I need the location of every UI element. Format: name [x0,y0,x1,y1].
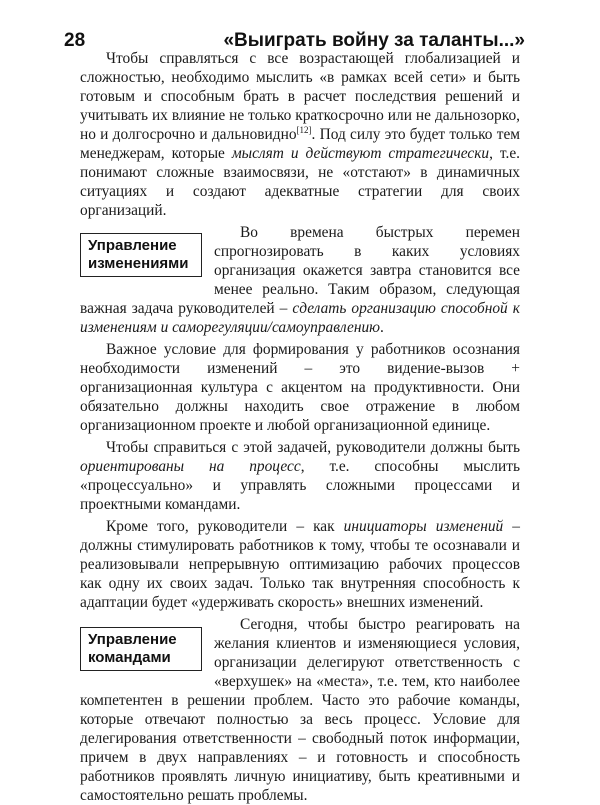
paragraph-change [80,223,520,337]
margin-note-line: Управление [88,631,177,648]
paragraph-text: . Под силу это будет только тем менеджерам, которые [80,126,521,162]
margin-note-line: изменениями [88,255,189,272]
emphasis-text: инициаторы изменений [343,518,504,535]
paragraph-text: Кроме того, руководители – как [106,518,344,535]
page-body [80,49,520,805]
paragraph-text: Во времена быстрых перемен спрогнозировать в каких условиях организация окажется завтра становится все менее реально. Таким образом, следующая важная задача руководителей – [80,224,520,317]
paragraph-process [80,438,520,514]
margin-note-line: командами [88,649,171,666]
emphasis-text: сделать организацию способной к изменениям и саморегуляции/самоуправлению [80,300,520,336]
running-title: «Выиграть войну за таланты...» [223,30,525,51]
page-number: 28 [64,30,86,51]
emphasis-text: ориентированы на процесс [80,458,301,475]
paragraph-text: – должны стимулировать работников к тому, чтобы те осознавали и реализовывали непрерывную оптимизацию рабочих процессов как одну их своих задач. Только так внутренняя способность к адаптации будет «удерживать скорость» внешних изменений. [80,518,520,611]
emphasis-text: мыслят и действуют стратегически [231,145,490,162]
margin-note-change-management [80,233,202,277]
paragraph-text: , т.е. понимают сложные взаимосвязи, не «отстают» в динамичных ситуациях и создают адекватные стратегии для своих организаций. [80,145,520,219]
paragraph-text: Чтобы справиться с этой задачей, руководители должны быть [106,439,520,456]
paragraph-text: . [380,319,384,336]
paragraph-teams: Управление командами Сегодня, чтобы быстро реагировать на желания клиентов и изменяющиеся условия, организации делегируют ответственность с «верхушек» на «места», т.е. тем, кто наиболее компетентен в решении проблем. Часто это рабочие команды, которые отвечают полностью за весь процесс. Условие для делегирования ответственности – свободный поток информации, причем в двух направлениях – и готовность и способность работников проявлять личную инициативу, быть креативными и самостоятельно решать проблемы. [80,616,520,804]
paragraph-initiators [80,517,520,612]
margin-note-line: Управление [88,237,177,254]
footnote-reference: [12] [296,124,312,135]
paragraph-globalization [80,49,520,220]
paragraph-awareness: Важное условие для формирования у работников осознания необходимости изменений – это видение-вызов + организационная культура с акцентом на продуктивности. Они обязательно должны находить свое отражение в любом организационном проекте и любой организационной единице. [80,341,520,434]
paragraph-text: , т.е. способны мыслить «процессуально» и управлять сложными процессами и проектными командами. [80,458,520,513]
margin-note-team-management [80,627,202,671]
paragraph-text: Чтобы справляться с все возрастающей глобализацией и сложностью, необходимо мыслить «в рамках всей сети» и быть готовым и способным брать в расчет последствия решений и учитывать их влияние не только краткосрочно или не дальнозорко, но и долгосрочно и дальновидно [80,50,520,143]
